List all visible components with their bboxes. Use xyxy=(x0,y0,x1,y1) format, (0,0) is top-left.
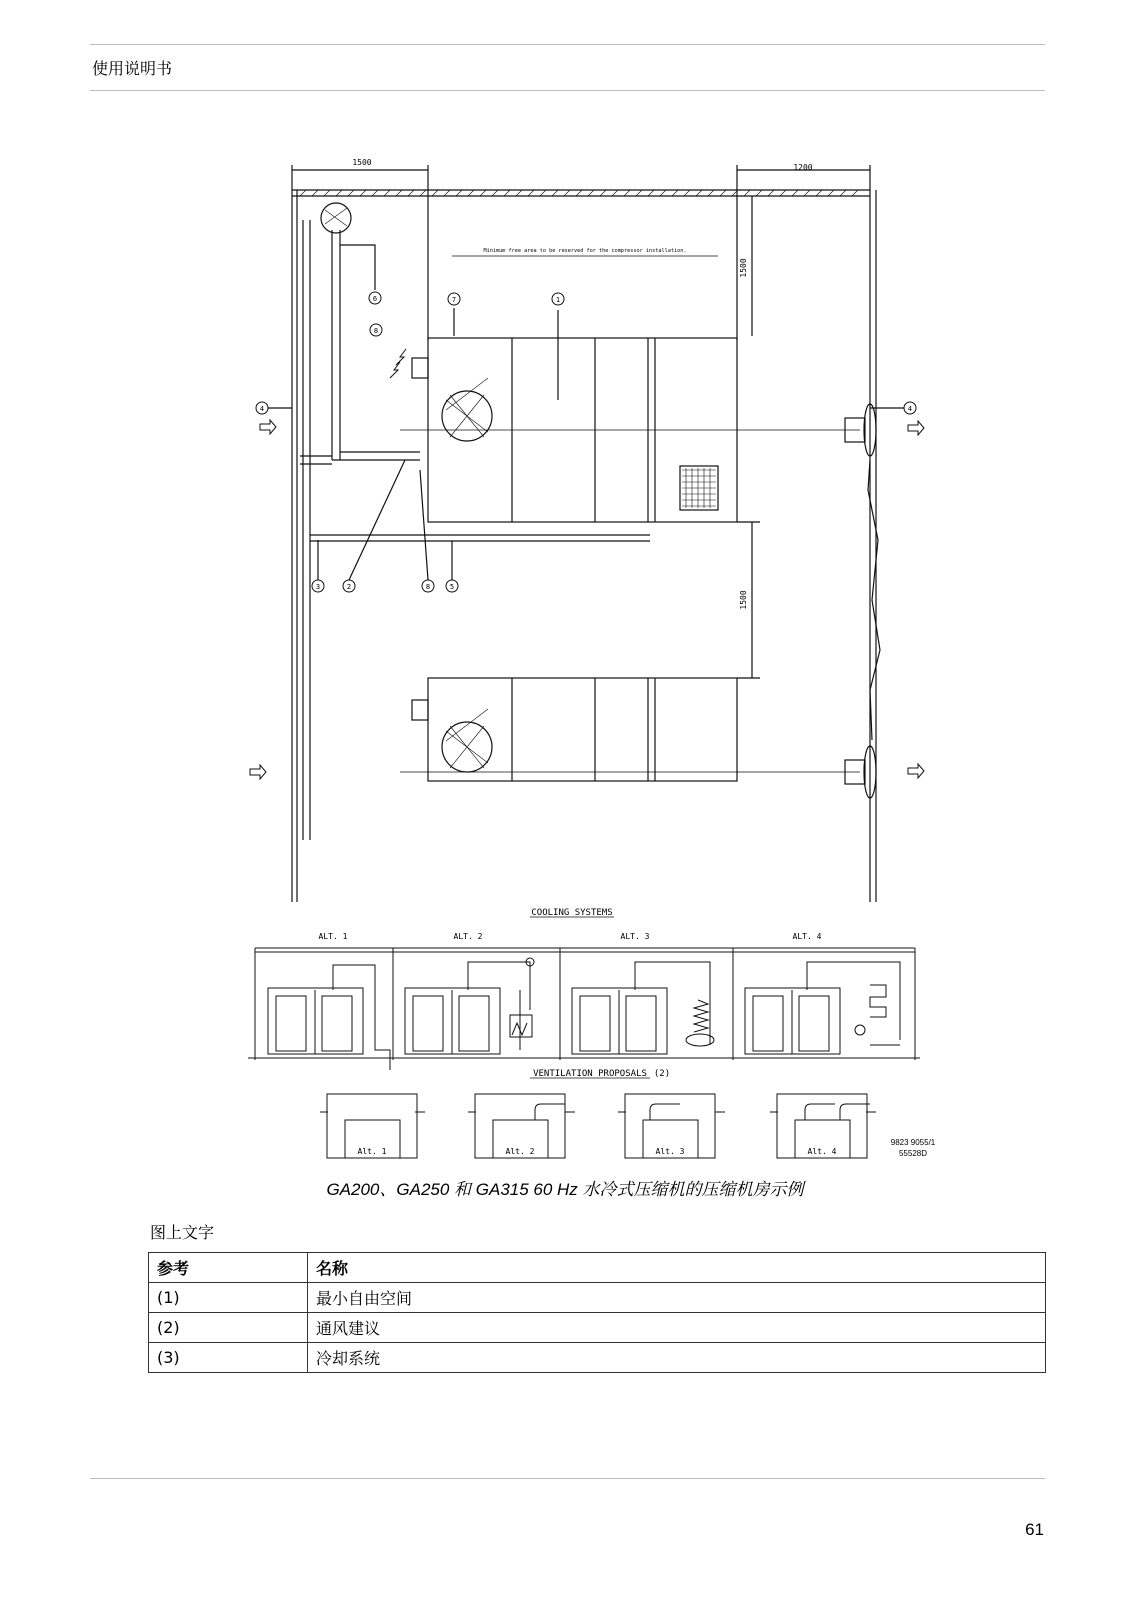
airflow-arrow-icon xyxy=(260,420,276,434)
table-row xyxy=(149,1313,1046,1343)
ventilation-title: VENTILATION PROPOSALS xyxy=(533,1069,647,1079)
callout-label: 8 xyxy=(425,583,431,591)
page-number: 61 xyxy=(1025,1520,1044,1539)
callout-label: 6 xyxy=(372,295,378,303)
table-row xyxy=(149,1343,1046,1373)
figure-caption: GA200、GA250 和 GA315 60 Hz 水冷式压缩机的压缩机房示例 xyxy=(326,1180,804,1199)
vent-alt-label: Alt. 3 xyxy=(655,1147,685,1156)
column-header: 名称 xyxy=(308,1253,1046,1283)
dimension-label: 1500 xyxy=(739,590,748,610)
cooling-systems-title: COOLING SYSTEMS xyxy=(531,908,613,918)
power-supply-icon xyxy=(390,349,406,378)
callout-label: 7 xyxy=(451,296,457,304)
vent-alt-label: Alt. 2 xyxy=(505,1147,535,1156)
airflow-arrow-icon xyxy=(908,764,924,778)
reference-cell: (2) xyxy=(149,1313,308,1343)
callout-label: 1 xyxy=(555,296,561,304)
drawing-code: 55528D xyxy=(898,1149,928,1158)
airflow-arrow-icon xyxy=(250,765,266,779)
table-row xyxy=(149,1283,1046,1313)
airflow-arrow-icon xyxy=(908,421,924,435)
column-header: 参考 xyxy=(149,1253,308,1283)
alt-header: ALT. 4 xyxy=(792,932,822,941)
name-cell: 通风建议 xyxy=(308,1313,1046,1343)
free-area-note: Minimum free area to be reserved for the compressor installation. xyxy=(483,248,687,254)
dimension-label: 1500 xyxy=(352,158,372,167)
callout-label: 3 xyxy=(315,583,321,591)
callout-label: 8 xyxy=(373,327,379,335)
alt-header: ALT. 3 xyxy=(620,932,650,941)
alt-header: ALT. 1 xyxy=(318,932,348,941)
vent-alt-label: Alt. 4 xyxy=(807,1147,837,1156)
callout-label: 4 xyxy=(259,405,265,413)
dimension-label: 1200 xyxy=(793,163,813,172)
callout-label: 4 xyxy=(907,405,913,413)
reference-cell: (3) xyxy=(149,1343,308,1373)
name-cell: 最小自由空间 xyxy=(308,1283,1046,1313)
callout-label: 2 xyxy=(346,583,352,591)
alt-header: ALT. 2 xyxy=(453,932,483,941)
footer-rule xyxy=(90,1478,1045,1479)
legend-table xyxy=(148,1252,1046,1373)
legend-title: 图上文字 xyxy=(150,1223,215,1242)
header-title: 使用说明书 xyxy=(92,59,173,78)
callout-label: 5 xyxy=(449,583,455,591)
drawing-number: 9823 9055/1 xyxy=(890,1138,936,1147)
dimension-label: 1500 xyxy=(739,258,748,278)
reference-cell: (1) xyxy=(149,1283,308,1313)
name-cell: 冷却系统 xyxy=(308,1343,1046,1373)
ventilation-ref: (2) xyxy=(653,1069,671,1079)
table-header-row xyxy=(149,1253,1046,1283)
vent-alt-label: Alt. 1 xyxy=(357,1147,387,1156)
